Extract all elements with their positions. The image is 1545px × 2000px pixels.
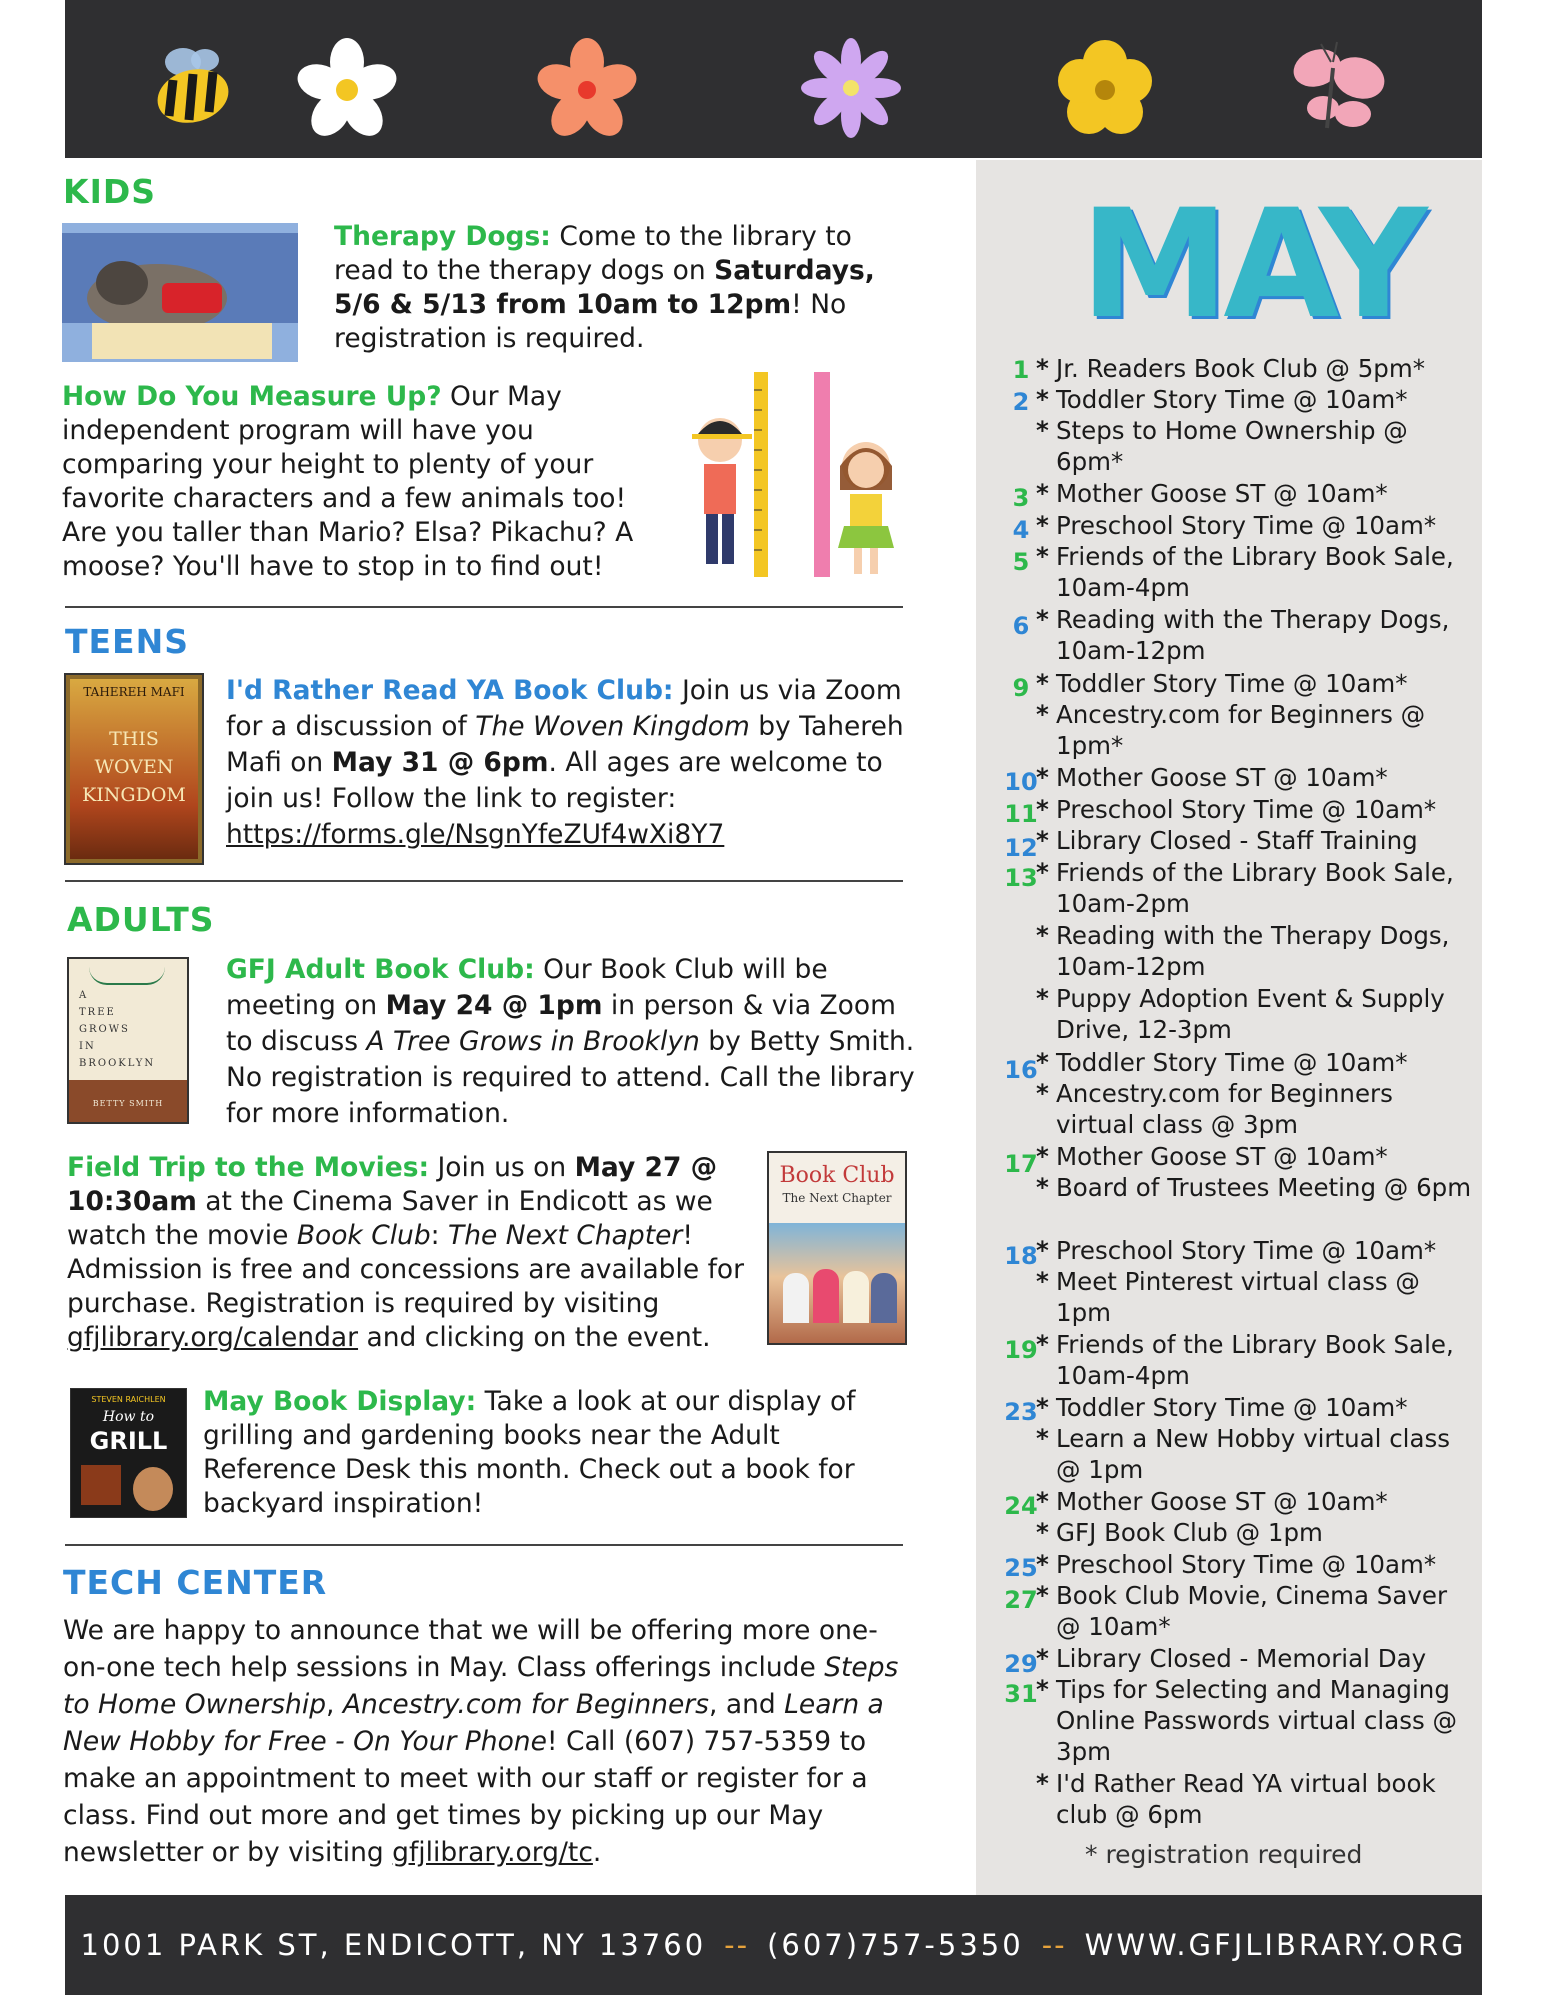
calendar-day-number: 13	[1004, 864, 1038, 892]
calendar-event	[1036, 384, 1476, 415]
calendar-event	[1036, 353, 1476, 384]
event-text: Meet Pinterest virtual class @ 1pm	[1056, 1267, 1420, 1327]
calendar-event	[1036, 1047, 1476, 1078]
calendar-event	[1036, 1423, 1476, 1485]
event-text: Jr. Readers Book Club @ 5pm*	[1056, 354, 1425, 383]
event-text: Ancestry.com for Beginners virtual class @ 3pm	[1056, 1079, 1393, 1139]
event-bullet: *	[1036, 385, 1049, 414]
event-text: Mother Goose ST @ 10am*	[1056, 479, 1388, 508]
calendar-event	[1036, 415, 1476, 477]
calendar-day-number: 23	[1004, 1398, 1038, 1426]
event-bullet: *	[1036, 1048, 1049, 1077]
footer-phone[interactable]: (607)757-5350	[767, 1928, 1024, 1962]
event-text: Preschool Story Time @ 10am*	[1056, 511, 1437, 540]
event-text: Library Closed - Staff Training	[1056, 826, 1418, 855]
calendar-event	[1036, 1329, 1476, 1391]
calendar-day-number: 29	[1004, 1650, 1038, 1678]
event-text: Mother Goose ST @ 10am*	[1056, 1142, 1388, 1171]
calendar-day-number: 5	[1012, 548, 1030, 576]
event-text: Learn a New Hobby virtual class @ 1pm	[1056, 1424, 1451, 1484]
event-bullet: *	[1036, 1424, 1049, 1453]
calendar-event	[1036, 1643, 1476, 1674]
calendar-event	[1036, 794, 1476, 825]
calendar-event	[1036, 1141, 1476, 1172]
calendar-event	[1036, 825, 1476, 856]
event-text: Board of Trustees Meeting @ 6pm	[1056, 1173, 1472, 1202]
event-bullet: *	[1036, 795, 1049, 824]
cover-title-line: GROWS	[79, 1024, 130, 1035]
calendar-event	[1036, 1235, 1476, 1266]
event-bullet: *	[1036, 1267, 1049, 1296]
yellow-flower-icon	[1055, 38, 1155, 138]
height-chart-illustration	[688, 370, 910, 580]
event-bullet: *	[1036, 1393, 1049, 1422]
calendar-day-number: 16	[1004, 1056, 1038, 1084]
calendar-day-number: 12	[1004, 834, 1038, 862]
field-trip-text: Field Trip to the Movies: Join us on May 27 @ 10:30am at the Cinema Saver in Endicott as we watch the movie Book Club: The Next Chapter! Admission is free and concessions are available for purchase. Registration is required by visiting gfjlibrary.org/calendar and clicking on the event.	[67, 1152, 745, 1353]
event-text: Preschool Story Time @ 10am*	[1056, 1236, 1437, 1265]
ya-book-club-text: I'd Rather Read YA Book Club: Join us via Zoom for a discussion of The Woven Kingdom by Tahereh Mafi on May 31 @ 6pm. All ages are welcome to join us! Follow the link to register: https://forms.gle/NsgnYfeZUf4wXi8Y7	[226, 675, 904, 850]
calendar-event	[1036, 1768, 1476, 1830]
calendar-event	[1036, 983, 1476, 1045]
calendar-event	[1036, 510, 1476, 541]
event-bullet: *	[1036, 416, 1049, 445]
registration-note: * registration required	[1085, 1840, 1363, 1869]
event-text: GFJ Book Club @ 1pm	[1056, 1518, 1323, 1547]
ya-register-link[interactable]: https://forms.gle/NsgnYfeZUf4wXi8Y7	[226, 819, 725, 850]
calendar-link[interactable]: gfjlibrary.org/calendar	[67, 1322, 359, 1353]
event-text: Reading with the Therapy Dogs, 10am-12pm	[1056, 605, 1450, 665]
woven-kingdom-cover: TAHEREH MAFI THIS WOVEN KINGDOM	[64, 673, 204, 865]
tech-center-heading: TECH CENTER	[63, 1563, 328, 1602]
cover-title-line: A	[79, 990, 89, 1001]
event-text: Puppy Adoption Event & Supply Drive, 12-3pm	[1056, 984, 1445, 1044]
calendar-day-number: 31	[1004, 1680, 1038, 1708]
event-bullet: *	[1036, 763, 1049, 792]
kids-heading: KIDS	[63, 172, 157, 211]
event-bullet: *	[1036, 1675, 1049, 1704]
calendar-day-number: 19	[1004, 1336, 1038, 1364]
event-text: Friends of the Library Book Sale, 10am-4pm	[1056, 1330, 1454, 1390]
event-bullet: *	[1036, 542, 1049, 571]
event-text: Ancestry.com for Beginners @ 1pm*	[1056, 700, 1426, 760]
calendar-day-number: 27	[1004, 1586, 1038, 1614]
tree-grows-cover: A TREE GROWS IN BROOKLYN BETTY SMITH	[67, 957, 189, 1124]
calendar-day-number: 3	[1012, 484, 1030, 512]
bee-icon	[143, 38, 243, 138]
calendar-day-number: 4	[1012, 516, 1030, 544]
calendar-day-number: 18	[1004, 1242, 1038, 1270]
calendar-event	[1036, 478, 1476, 509]
therapy-dogs-text: Therapy Dogs: Come to the library to read to the therapy dogs on Saturdays, 5/6 & 5/13 from 10am to 12pm! No registration is required.	[334, 221, 875, 354]
calendar-day-number: 25	[1004, 1554, 1038, 1582]
calendar-event	[1036, 604, 1476, 666]
calendar-event	[1036, 699, 1476, 761]
event-bullet: *	[1036, 858, 1049, 887]
event-bullet: *	[1036, 1142, 1049, 1171]
measure-up-lead: How Do You Measure Up?	[62, 381, 442, 412]
footer-address: 1001 PARK ST, ENDICOTT, NY 13760	[80, 1928, 707, 1962]
event-bullet: *	[1036, 984, 1049, 1013]
event-bullet: *	[1036, 1173, 1049, 1202]
orange-flower-icon	[537, 38, 637, 138]
calendar-event	[1036, 1549, 1476, 1580]
event-bullet: *	[1036, 1236, 1049, 1265]
cover-title-line: KINGDOM	[82, 784, 186, 806]
header-banner	[65, 0, 1482, 158]
event-text: Toddler Story Time @ 10am*	[1056, 1048, 1408, 1077]
calendar-event	[1036, 1392, 1476, 1423]
event-text: I'd Rather Read YA virtual book club @ 6pm	[1056, 1769, 1436, 1829]
calendar-event	[1036, 541, 1476, 603]
event-bullet: *	[1036, 700, 1049, 729]
event-bullet: *	[1036, 1581, 1049, 1610]
calendar-event	[1036, 1078, 1476, 1140]
cover-title-line: BROOKLYN	[79, 1058, 156, 1069]
cover-title-line: THIS	[109, 728, 159, 750]
purple-flower-icon	[801, 38, 901, 138]
cover-title-line: TREE	[79, 1007, 116, 1018]
white-flower-icon	[297, 38, 397, 138]
measure-up-text: How Do You Measure Up? Our May independent program will have you comparing your height to plenty of your favorite characters and a few animals too! Are you taller than Mario? Elsa? Pikachu? A moose? You'll have to stop in to find out!	[62, 381, 634, 582]
event-text: Reading with the Therapy Dogs, 10am-12pm	[1056, 921, 1450, 981]
event-bullet: *	[1036, 1518, 1049, 1547]
event-text: Toddler Story Time @ 10am*	[1056, 1393, 1408, 1422]
calendar-event	[1036, 920, 1476, 982]
tech-center-link[interactable]: gfjlibrary.org/tc	[392, 1837, 593, 1868]
book-display-text: May Book Display: Take a look at our display of grilling and gardening books near the Adult Reference Desk this month. Check out a book for backyard inspiration!	[203, 1386, 856, 1519]
tech-center-text: We are happy to announce that we will be offering more one-on-one tech help sessions in May. Class offerings include Steps to Home Ownership, Ancestry.com for Beginners, and Learn a New Hobby for Free - On Your Phone! Call (607) 757-5359 to make an appointment to meet with our staff or register for a class. Find out more and get times by picking up our May newsletter or by visiting gfjlibrary.org/tc.	[63, 1615, 899, 1868]
event-text: Mother Goose ST @ 10am*	[1056, 1487, 1388, 1516]
event-text: Friends of the Library Book Sale, 10am-4pm	[1056, 542, 1454, 602]
calendar-day-number: 1	[1012, 356, 1030, 384]
ya-book-club-lead: I'd Rather Read YA Book Club:	[226, 675, 674, 706]
event-bullet: *	[1036, 1079, 1049, 1108]
event-bullet: *	[1036, 1769, 1049, 1798]
butterfly-icon	[1287, 38, 1387, 138]
teens-heading: TEENS	[65, 622, 189, 661]
divider	[65, 606, 903, 608]
cover-title-line: IN	[79, 1041, 96, 1052]
event-text: Toddler Story Time @ 10am*	[1056, 385, 1408, 414]
footer-separator: --	[724, 1928, 750, 1962]
event-bullet: *	[1036, 1550, 1049, 1579]
calendar-event	[1036, 1172, 1476, 1203]
event-text: Preschool Story Time @ 10am*	[1056, 795, 1437, 824]
event-bullet: *	[1036, 1644, 1049, 1673]
calendar-day-number: 9	[1012, 674, 1030, 702]
calendar-day-number: 10	[1004, 768, 1038, 796]
month-title: MAY	[1080, 178, 1422, 352]
footer-bar	[65, 1895, 1482, 1995]
event-text: Friends of the Library Book Sale, 10am-2pm	[1056, 858, 1454, 918]
book-club-movie-poster: Book Club The Next Chapter	[767, 1151, 907, 1345]
calendar-day-number: 17	[1004, 1150, 1038, 1178]
event-bullet: *	[1036, 511, 1049, 540]
footer-separator: --	[1041, 1928, 1067, 1962]
divider	[65, 1544, 903, 1546]
field-trip-lead: Field Trip to the Movies:	[67, 1152, 430, 1183]
event-text: Toddler Story Time @ 10am*	[1056, 669, 1408, 698]
calendar-day-number: 24	[1004, 1492, 1038, 1520]
adult-book-club-lead: GFJ Adult Book Club:	[226, 954, 535, 985]
event-text: Preschool Story Time @ 10am*	[1056, 1550, 1437, 1579]
how-to-grill-cover: STEVEN RAICHLEN How to GRILL	[70, 1388, 187, 1518]
calendar-event	[1036, 857, 1476, 919]
event-text: Tips for Selecting and Managing Online Passwords virtual class @ 3pm	[1056, 1675, 1458, 1766]
adults-heading: ADULTS	[67, 900, 215, 939]
calendar-day-number: 2	[1012, 388, 1030, 416]
calendar-event	[1036, 1517, 1476, 1548]
event-bullet: *	[1036, 605, 1049, 634]
event-bullet: *	[1036, 1487, 1049, 1516]
event-text: Mother Goose ST @ 10am*	[1056, 763, 1388, 792]
event-text: Book Club Movie, Cinema Saver @ 10am*	[1056, 1581, 1448, 1641]
therapy-dog-photo	[62, 223, 298, 362]
event-bullet: *	[1036, 1330, 1049, 1359]
calendar-event	[1036, 668, 1476, 699]
calendar-event	[1036, 1674, 1476, 1767]
calendar-event	[1036, 1266, 1476, 1328]
event-text: Library Closed - Memorial Day	[1056, 1644, 1427, 1673]
adult-book-club-text: GFJ Adult Book Club: Our Book Club will be meeting on May 24 @ 1pm in person & via Zoom to discuss A Tree Grows in Brooklyn by Betty Smith. No registration is required to attend. Call the library for more information.	[226, 954, 915, 1129]
footer-website[interactable]: WWW.GFJLIBRARY.ORG	[1084, 1928, 1467, 1962]
cover-title-line: WOVEN	[94, 756, 174, 778]
book-display-lead: May Book Display:	[203, 1386, 477, 1417]
therapy-dogs-lead: Therapy Dogs:	[334, 221, 551, 252]
event-bullet: *	[1036, 826, 1049, 855]
event-bullet: *	[1036, 354, 1049, 383]
event-bullet: *	[1036, 479, 1049, 508]
calendar-event	[1036, 1486, 1476, 1517]
calendar-event	[1036, 1580, 1476, 1642]
event-bullet: *	[1036, 921, 1049, 950]
event-text: Steps to Home Ownership @ 6pm*	[1056, 416, 1408, 476]
calendar-event	[1036, 762, 1476, 793]
calendar-day-number: 11	[1004, 800, 1038, 828]
event-bullet: *	[1036, 669, 1049, 698]
calendar-day-number: 6	[1012, 612, 1030, 640]
divider	[65, 880, 903, 882]
